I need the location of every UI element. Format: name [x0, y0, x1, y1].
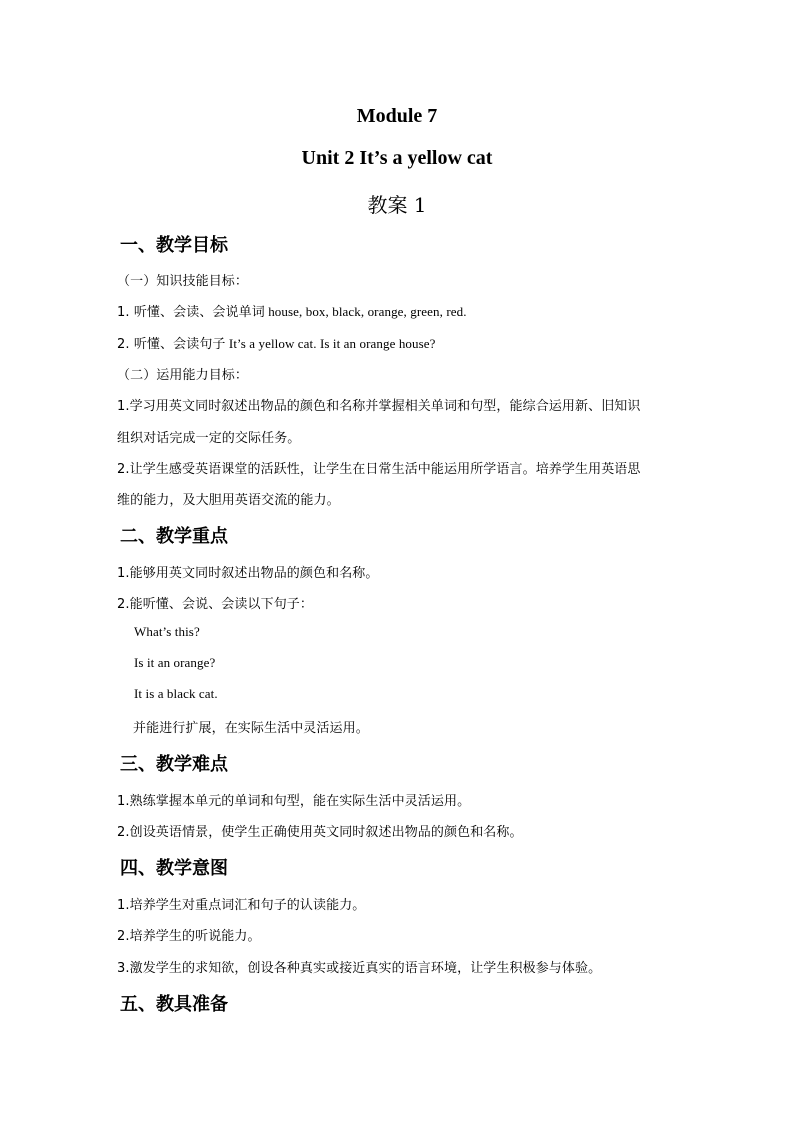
ability-paragraph-2-line-2: 维的能力，及大胆用英语交流的能力。	[117, 493, 340, 508]
unit-title: Unit 2 It’s a yellow cat	[301, 147, 493, 169]
subheading-knowledge-skills: （一）知识技能目标：	[117, 274, 249, 289]
difficulty-item-1: 1.熟练掌握本单元的单词和句型，能在实际生活中灵活运用。	[117, 794, 471, 809]
key-sentence-3: It is a black cat.	[134, 686, 218, 701]
objective-item-2	[117, 333, 436, 352]
objective-item-1-en: house, box, black, orange, green, red.	[264, 304, 467, 319]
key-point-item-1: 1.能够用英文同时叙述出物品的颜色和名称。	[117, 566, 379, 581]
intent-item-1: 1.培养学生对重点词汇和句子的认读能力。	[117, 898, 366, 913]
objective-item-2-en: It’s a yellow cat. Is it an orange house?	[225, 336, 436, 351]
difficulty-item-2: 2.创设英语情景，使学生正确使用英文同时叙述出物品的颜色和名称。	[117, 825, 523, 840]
ability-paragraph-1-line-1: 1.学习用英文同时叙述出物品的颜色和名称并掌握相关单词和句型，能综合运用新、旧知识	[117, 399, 641, 414]
intent-item-3: 3.激发学生的求知欲，创设各种真实或接近真实的语言环境，让学生积极参与体验。	[117, 961, 602, 976]
lesson-plan-title: 教案 1	[367, 193, 427, 217]
key-point-extend: 并能进行扩展，在实际生活中灵活运用。	[133, 721, 369, 736]
ability-paragraph-1-line-2: 组织对话完成一定的交际任务。	[117, 431, 301, 446]
objective-item-1-cn: 1. 听懂、会读、会说单词	[117, 305, 265, 320]
objective-item-1	[117, 301, 467, 320]
key-point-item-2: 2.能听懂、会说、会读以下句子：	[117, 597, 314, 612]
key-sentence-1: What’s this?	[134, 624, 200, 639]
ability-paragraph-2-line-1: 2.让学生感受英语课堂的活跃性，让学生在日常生活中能运用所学语言。培养学生用英语思	[117, 462, 641, 477]
module-title: Module 7	[356, 105, 438, 127]
section-heading-materials: 五、教具准备	[120, 994, 228, 1015]
section-heading-difficulties: 三、教学难点	[120, 754, 228, 775]
section-heading-objectives: 一、教学目标	[120, 235, 228, 256]
intent-item-2: 2.培养学生的听说能力。	[117, 929, 261, 944]
subheading-application-ability: （二）运用能力目标：	[117, 368, 249, 383]
section-heading-intent: 四、教学意图	[120, 858, 228, 879]
key-sentence-2: Is it an orange?	[134, 655, 216, 670]
section-heading-key-points: 二、教学重点	[120, 526, 228, 547]
objective-item-2-cn: 2. 听懂、会读句子	[117, 337, 226, 352]
